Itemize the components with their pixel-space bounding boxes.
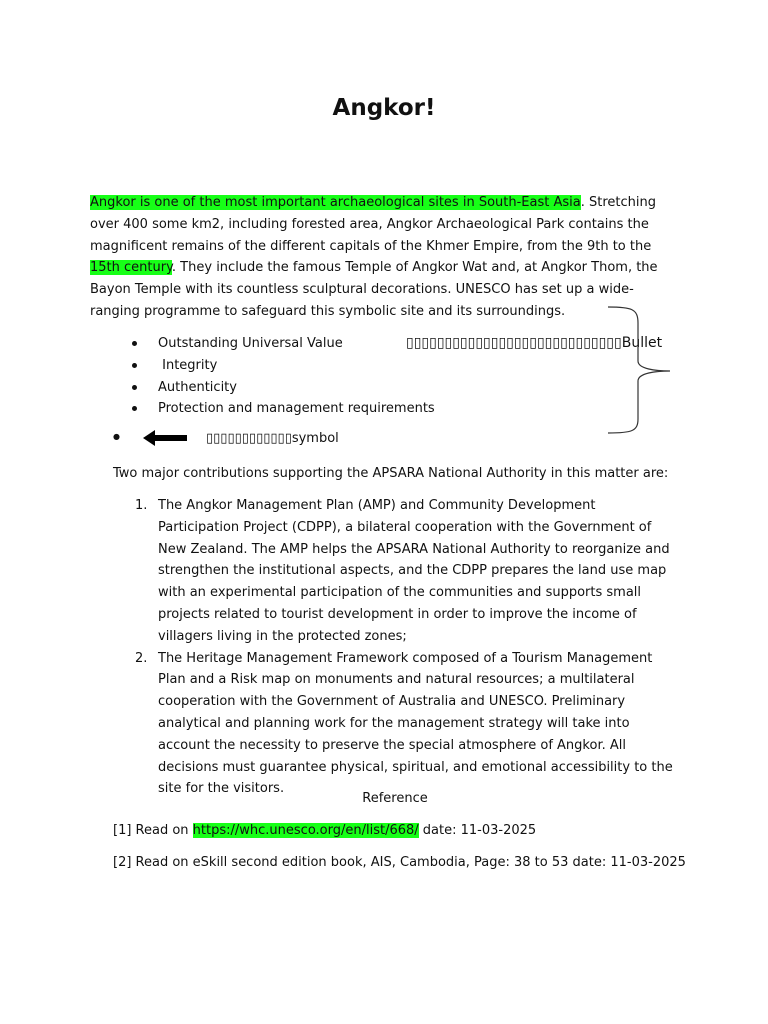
bullet-list [130, 333, 435, 420]
numbered-list [130, 495, 675, 800]
reference-text: [2] Read on eSkill second edition book, AIS, Cambodia, Page: 38 to 53 date: 11-03-2025 [113, 855, 686, 870]
list-item [130, 648, 675, 801]
list-number: 1. [135, 498, 148, 513]
reference-item [113, 820, 536, 842]
highlighted-text: 15th century [90, 260, 172, 276]
highlighted-text: Angkor is one of the most important archaeological sites in South-East Asia [90, 195, 581, 210]
document-title: Angkor! [332, 95, 436, 121]
reference-date: date: 11-03-2025 [418, 823, 537, 838]
paragraph-text: . Stretching over 400 some km2, including forested area, Angkor Archaeological Park contains the magnificent remains of the different capitals of the Khmer Empire, from the 9th to the [90, 195, 656, 254]
list-item-text: The Angkor Management Plan (AMP) and Community Development Participation Project (CDPP), a bilateral cooperation with the Government of New Zealand. The AMP helps the APSARA National Authority to reorganize and strengthen the institutional aspects, and the CDPP prepares the land use map with an experimental participation of the communities and supports small projects related to tourist development in order to improve the income of villagers living in the protected zones; [158, 498, 670, 644]
bullet-item: Authenticity [130, 377, 435, 399]
left-arrow-icon [143, 430, 189, 446]
symbol-annotation: ▯▯▯▯▯▯▯▯▯▯▯▯symbol [206, 431, 339, 446]
bullet-item: Outstanding Universal Value [130, 333, 435, 355]
list-number: 2. [135, 650, 148, 666]
reference-link[interactable]: https://whc.unesco.org/en/list/668/ [192, 823, 419, 838]
intro-paragraph [90, 192, 680, 323]
contributions-intro: Two major contributions supporting the APSARA National Authority in this matter are: [113, 466, 669, 481]
paragraph-text: . They include the famous Temple of Angkor Wat and, at Angkor Thom, the Bayon Temple with its countless sculptural decorations. UNESCO has set up a wide-ranging programme to safeguard this symbolic site and its surroundings. [90, 260, 658, 319]
reference-item [113, 852, 686, 874]
bullet-annotation: ▯▯▯▯▯▯▯▯▯▯▯▯▯▯▯▯▯▯▯▯▯▯▯▯▯▯▯▯Bullet [406, 335, 663, 351]
list-item [130, 495, 675, 648]
reference-text: [1] Read on [113, 823, 193, 838]
dot-icon: ● [113, 432, 120, 441]
bullet-item: Protection and management requirements [130, 398, 435, 420]
list-item-text: The Heritage Management Framework composed of a Tourism Management Plan and a Risk map on monuments and natural resources; a multilateral cooperation with the Government of Australia and UNESCO. Preliminary analytical and planning work for the management strategy will take into account the necessity to preserve the special atmosphere of Angkor. All decisions must guarantee physical, spiritual, and emotional accessibility to the site for the visitors. [158, 650, 673, 797]
bullet-item: Integrity [130, 355, 435, 377]
reference-heading: Reference [362, 791, 428, 806]
right-brace-icon [606, 305, 676, 437]
